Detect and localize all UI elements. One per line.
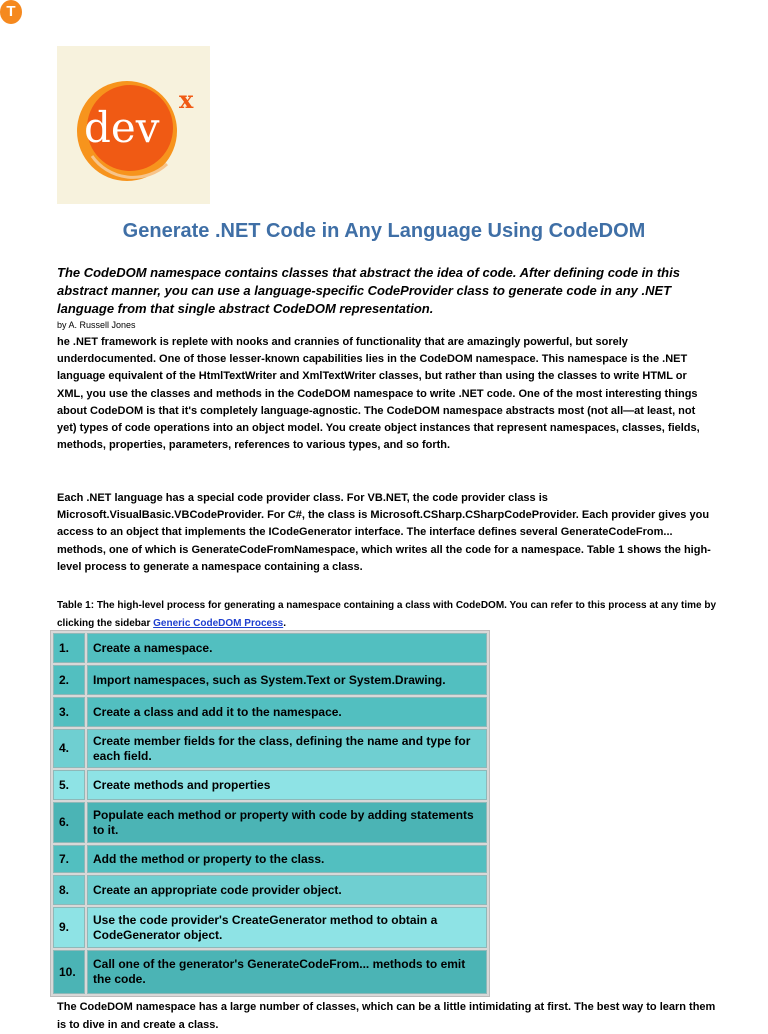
step-number: 8. <box>53 875 85 905</box>
table-caption-end: . <box>283 617 286 629</box>
step-text: Create a namespace. <box>87 633 487 663</box>
step-text: Create an appropriate code provider object. <box>87 875 487 905</box>
table-row <box>53 665 487 695</box>
step-text: Add the method or property to the class. <box>87 845 487 873</box>
table-row <box>53 770 487 800</box>
table-row <box>53 875 487 905</box>
step-text: Create a class and add it to the namespace. <box>87 697 487 727</box>
step-number: 10. <box>53 950 85 994</box>
step-number: 1. <box>53 633 85 663</box>
table-caption <box>57 597 717 632</box>
generic-codedom-process-link[interactable]: Generic CodeDOM Process <box>153 617 284 629</box>
step-number: 2. <box>53 665 85 695</box>
body-paragraph-1: he .NET framework is replete with nooks and crannies of functionality that are amazingly powerful, but sorely underdocumented. One of those lesser-known capabilities lies in the CodeDOM namespace. This namespace is the .NET language equivalent of the HtmlTextWriter and XmlTextWriter classes, but rather than using the classes to write HTML or XML, you use the classes and methods in the CodeDOM namespace to write .NET code. One of the most interesting things about CodeDOM is that it's completely language-agnostic. The CodeDOM namespace abstracts most (not all—at least, not yet) types of code operations into an object model. You create object instances that represent namespaces, classes, fields, methods, properties, parameters, references to various types, and so forth. <box>57 336 700 452</box>
app-logo-icon[interactable]: T <box>0 0 22 24</box>
step-number: 9. <box>53 907 85 948</box>
table-row <box>53 950 487 994</box>
table-row <box>53 802 487 843</box>
step-text: Import namespaces, such as System.Text or System.Drawing. <box>87 665 487 695</box>
step-number: 6. <box>53 802 85 843</box>
article-byline: by A. Russell Jones <box>57 320 136 330</box>
table-row <box>53 697 487 727</box>
article-abstract: The CodeDOM namespace contains classes that abstract the idea of code. After defining code in this abstract manner, you can use a language-specific CodeProvider class to generate code in any .NET language from that single abstract CodeDOM representation. <box>57 265 680 316</box>
table-row <box>53 907 487 948</box>
table-row <box>53 729 487 768</box>
body-paragraph-3: The CodeDOM namespace has a large number of classes, which can be a little intimidating at first. The best way to learn them is to dive in and create a class. <box>57 1001 716 1031</box>
step-text: Create methods and properties <box>87 770 487 800</box>
table-row <box>53 845 487 873</box>
step-text: Call one of the generator's GenerateCodeFrom... methods to emit the code. <box>87 950 487 994</box>
table-row <box>53 633 487 663</box>
step-number: 5. <box>53 770 85 800</box>
step-number: 3. <box>53 697 85 727</box>
body-paragraph-2: Each .NET language has a special code provider class. For VB.NET, the code provider class is Microsoft.VisualBasic.VBCodeProvider. For C#, the class is Microsoft.CSharp.CSharpCodeProvider. Each provider gives you access to an object that implements the ICodeGenerator interface. The interface defines several GenerateCodeFrom... methods, one of which is GenerateCodeFromNamespace, which writes all the code for a namespace. Table 1 shows the high-level process to generate a namespace containing a class. <box>57 492 711 573</box>
devx-logo-superscript: x <box>179 85 194 114</box>
process-steps-table <box>50 630 490 997</box>
step-number: 4. <box>53 729 85 768</box>
step-number: 7. <box>53 845 85 873</box>
step-text: Create member fields for the class, defining the name and type for each field. <box>87 729 487 768</box>
table-caption-text: Table 1: The high-level process for generating a namespace containing a class with CodeDOM. You can refer to this process at any time by clicking the sidebar <box>57 600 717 629</box>
step-text: Populate each method or property with code by adding statements to it. <box>87 802 487 843</box>
article-title: Generate .NET Code in Any Language Using CodeDOM <box>122 220 646 242</box>
step-text: Use the code provider's CreateGenerator method to obtain a CodeGenerator object. <box>87 907 487 948</box>
devx-logo <box>57 46 210 204</box>
devx-logo-text: dev <box>84 103 160 152</box>
